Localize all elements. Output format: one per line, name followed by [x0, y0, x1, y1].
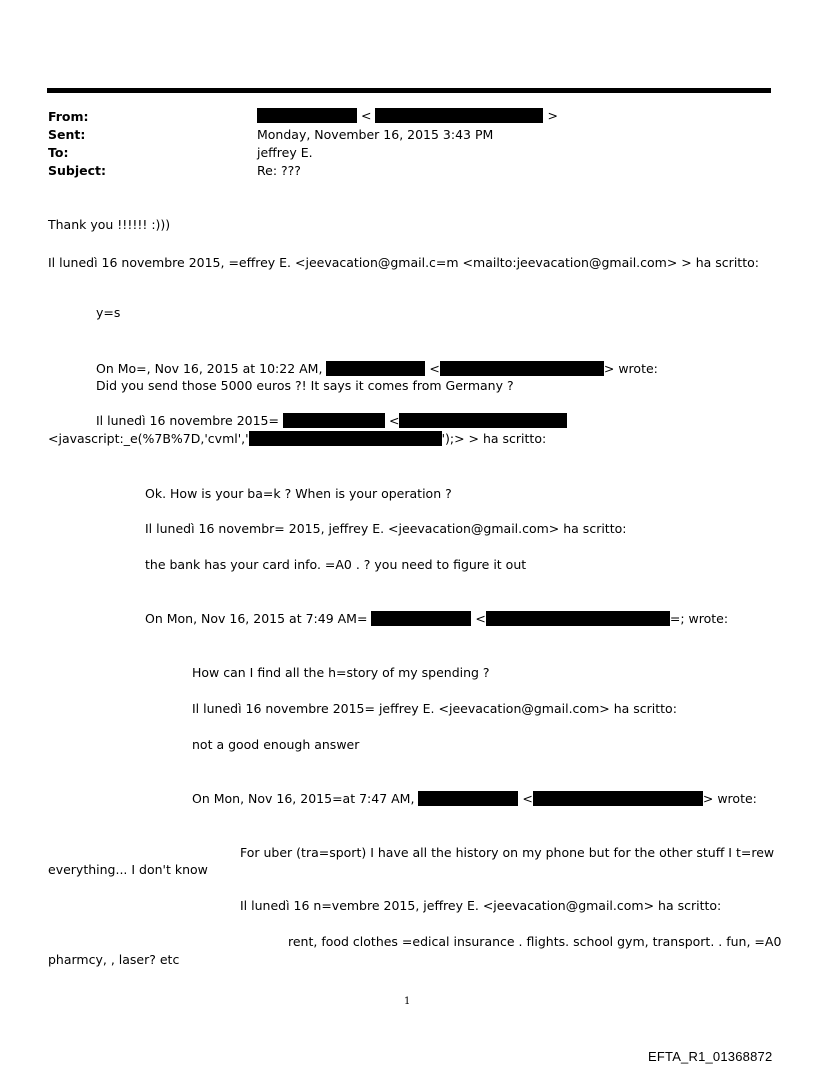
- sent-label: Sent:: [48, 127, 86, 142]
- quote-header-lt: <: [522, 791, 533, 806]
- quote-header-text: On Mon, Nov 16, 2015 at 7:49 AM=: [145, 611, 368, 626]
- quote-header-text: On Mo=, Nov 16, 2015 at 10:22 AM,: [96, 361, 323, 376]
- body-line: Ok. How is your ba=k ? When is your operation ?: [145, 486, 452, 501]
- body-line: [145, 611, 728, 626]
- redaction-box: [283, 413, 385, 428]
- body-line: Il lunedì 16 novembre 2015, =effrey E. <jeevacation@gmail.c=m <mailto:jeevacation@gmail.com> > ha scritto:: [48, 255, 759, 270]
- header-rule: [47, 88, 771, 93]
- subject-label: Subject:: [48, 163, 106, 178]
- from-gt: >: [547, 108, 558, 123]
- body-line: y=s: [96, 305, 121, 320]
- quote-header-tail: > wrote:: [702, 791, 757, 806]
- quote-header-text: Il lunedì 16 novembre 2015=: [96, 413, 279, 428]
- to-label: To:: [48, 145, 69, 160]
- bates-number: EFTA_R1_01368872: [648, 1049, 773, 1064]
- body-line: rent, food clothes =edical insurance . flights. school gym, transport. . fun, =A0: [288, 934, 782, 949]
- body-line: Did you send those 5000 euros ?! It says it comes from Germany ?: [96, 378, 514, 393]
- redaction-box: [533, 791, 703, 806]
- sent-value: Monday, November 16, 2015 3:43 PM: [257, 127, 494, 142]
- redaction-box: [418, 791, 518, 806]
- to-value: jeffrey E.: [257, 145, 313, 160]
- quote-header-text: On Mon, Nov 16, 2015=at 7:47 AM,: [192, 791, 415, 806]
- quote-header-tail: ');> > ha scritto:: [441, 431, 547, 446]
- quote-header-lt: <: [388, 413, 400, 428]
- body-line: Il lunedì 16 novembr= 2015, jeffrey E. <jeevacation@gmail.com> ha scritto:: [145, 521, 627, 536]
- quote-header-lt: <: [475, 611, 486, 626]
- body-line: [48, 431, 546, 446]
- body-line: Il lunedì 16 n=vembre 2015, jeffrey E. <jeevacation@gmail.com> ha scritto:: [240, 898, 722, 913]
- quote-header-tail: > wrote:: [603, 361, 658, 376]
- from-label: From:: [48, 109, 89, 124]
- redaction-box: [249, 431, 442, 446]
- body-line: Thank you !!!!!! :))): [48, 217, 171, 232]
- page-number: 1: [404, 996, 411, 1007]
- redaction-box: [486, 611, 670, 626]
- javascript-link-text: <javascript:_e(%7B%7D,'cvml',': [48, 431, 249, 446]
- body-line: How can I find all the h=story of my spending ?: [192, 665, 490, 680]
- subject-value: Re: ???: [257, 163, 301, 178]
- redaction-box: [375, 108, 543, 123]
- body-line: pharmcy, , laser? etc: [48, 952, 180, 967]
- body-line: [96, 361, 658, 376]
- redaction-box: [440, 361, 604, 376]
- body-line: [96, 413, 567, 428]
- body-line: the bank has your card info. =A0 . ? you need to figure it out: [145, 557, 527, 572]
- redaction-box: [371, 611, 471, 626]
- from-lt: <: [360, 108, 372, 123]
- redaction-box: [399, 413, 567, 428]
- redaction-box: [257, 108, 357, 123]
- from-value: [257, 108, 558, 123]
- quote-header-lt: <: [429, 361, 440, 376]
- body-line: Il lunedì 16 novembre 2015= jeffrey E. <jeevacation@gmail.com> ha scritto:: [192, 701, 677, 716]
- body-line: [192, 791, 757, 806]
- quote-header-tail: =; wrote:: [669, 611, 729, 626]
- redaction-box: [326, 361, 425, 376]
- body-line: not a good enough answer: [192, 737, 360, 752]
- body-line: For uber (tra=sport) I have all the history on my phone but for the other stuff I t=rew: [240, 845, 775, 860]
- body-line: everything... I don't know: [48, 862, 208, 877]
